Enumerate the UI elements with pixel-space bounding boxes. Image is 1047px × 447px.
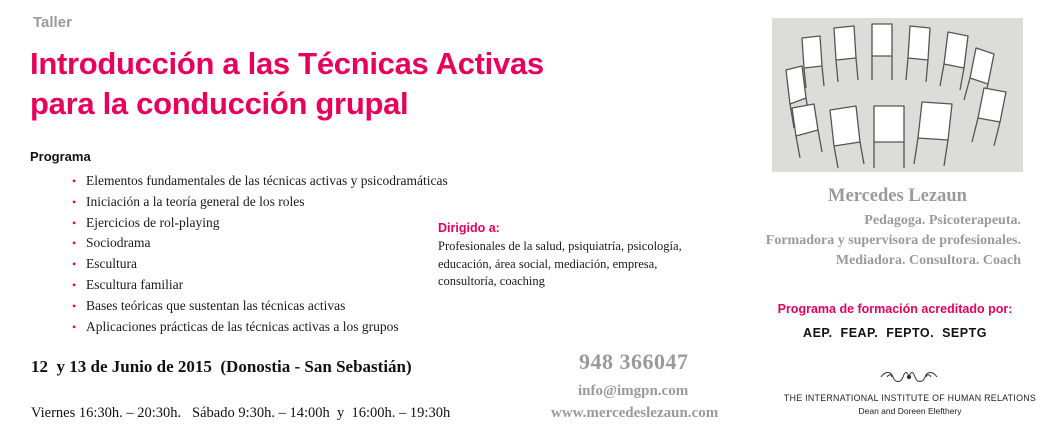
speaker-role: Formadora y supervisora de profesionales. — [765, 233, 1021, 248]
dirigido-text — [438, 238, 718, 291]
dirigido-heading: Dirigido a: — [438, 221, 500, 235]
dirigido-line: educación, área social, mediación, empresa, — [438, 256, 658, 271]
page-title — [30, 44, 544, 124]
programa-list — [72, 171, 448, 337]
phone-number[interactable]: 948 366047 — [579, 349, 689, 374]
title-line-2: para la conducción grupal — [30, 86, 409, 121]
speaker-role: Mediadora. Consultora. Coach — [835, 253, 1021, 268]
event-hours: Viernes 16:30h. – 20:30h. Sábado 9:30h. – 14:00h y 16:00h. – 19:30h — [31, 405, 451, 421]
bullet-icon: • — [72, 257, 77, 272]
list-item: • Aplicaciones prácticas de las técnicas activas a los grupos — [72, 317, 448, 338]
dirigido-line: consultoría, coaching — [438, 274, 545, 289]
website-link[interactable]: www.mercedeslezaun.com — [551, 405, 719, 421]
list-item: • Ejercicios de rol-playing — [72, 213, 448, 234]
email-link[interactable]: info@imgpn.com — [578, 383, 689, 399]
scroll-ornament-icon — [877, 369, 941, 385]
event-dates: 12 y 13 de Junio de 2015 (Donostia - San Sebastián) — [31, 357, 412, 376]
list-item: • Escultura — [72, 254, 448, 275]
bullet-icon: • — [72, 174, 77, 188]
chairs-circle-photo — [772, 18, 1023, 172]
bullet-icon: • — [72, 236, 77, 251]
institute-founders: Dean and Doreen Elefthery — [858, 406, 962, 416]
list-item: • Bases teóricas que sustentan las técnicas activas — [72, 296, 448, 317]
title-line-1: Introducción a las Técnicas Activas — [30, 46, 544, 81]
dirigido-line: Profesionales de la salud, psiquiatría, psicología, — [438, 239, 682, 253]
bullet-icon: • — [72, 277, 77, 292]
bullet-icon: • — [72, 319, 77, 334]
accreditation-heading: Programa de formación acreditado por: — [777, 302, 1013, 316]
bullet-icon: • — [72, 215, 77, 230]
list-item: • Elementos fundamentales de las técnicas activas y psicodramáticas — [72, 171, 448, 192]
accreditation-orgs: AEP. FEAP. FEPTO. SEPTG — [803, 326, 987, 340]
bullet-icon: • — [72, 298, 77, 313]
list-item: • Sociodrama — [72, 233, 448, 254]
list-item: • Iniciación a la teoría general de los roles — [72, 192, 448, 213]
programa-heading: Programa — [30, 149, 91, 164]
chairs-illustration — [772, 18, 1023, 172]
list-item: • Escultura familiar — [72, 275, 448, 296]
kicker-label: Taller — [33, 14, 72, 31]
speaker-name: Mercedes Lezaun — [828, 186, 967, 206]
institute-name: THE INTERNATIONAL INSTITUTE OF HUMAN RELATIONS — [783, 393, 1037, 403]
speaker-role: Pedagoga. Psicoterapeuta. — [864, 213, 1021, 228]
bullet-icon: • — [72, 194, 77, 209]
